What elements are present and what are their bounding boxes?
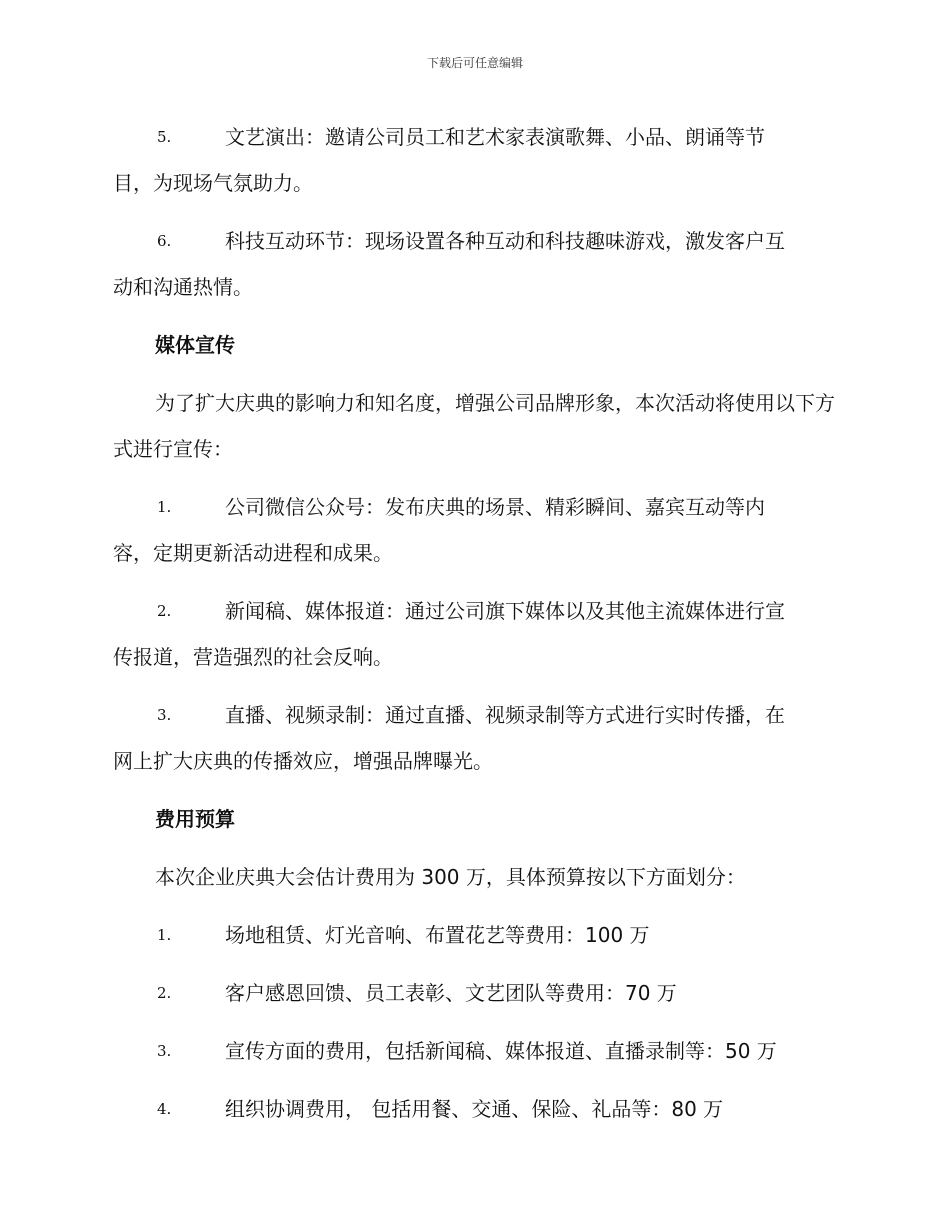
list-number: 3.: [157, 1042, 172, 1060]
list-number: 2.: [157, 984, 172, 1002]
list-number: 2.: [157, 602, 172, 620]
list-item: [113, 1028, 835, 1074]
list-item: [113, 218, 835, 310]
media-intro-paragraph: 为了扩大庆典的影响力和知名度，增强公司品牌形象，本次活动将使用以下方式进行宣传：: [113, 391, 835, 461]
list-number: 5.: [157, 128, 172, 146]
list-text: 客户感恩回馈、员工表彰、文艺团队等费用：70 万: [225, 981, 677, 1005]
list-text-line2: 容，定期更新活动进程和成果。: [113, 541, 393, 565]
list-text-line1: 直播、视频录制：通过直播、视频录制等方式进行实时传播，在: [225, 703, 785, 727]
list-text-line1: 公司微信公众号：发布庆典的场景、精彩瞬间、嘉宾互动等内: [225, 495, 765, 519]
list-text-line1: 新闻稿、媒体报道：通过公司旗下媒体以及其他主流媒体进行宣: [225, 599, 785, 623]
list-text-line1: 文艺演出：邀请公司员工和艺术家表演歌舞、小品、朗诵等节: [225, 125, 765, 149]
list-item: [113, 1086, 835, 1132]
list-text: 组织协调费用， 包括用餐、交通、保险、礼品等：80 万: [225, 1097, 724, 1121]
list-number: 3.: [157, 706, 172, 724]
list-item: [113, 484, 835, 576]
list-item: [113, 588, 835, 680]
page-header: 下载后可任意编辑: [426, 56, 523, 70]
list-number: 1.: [157, 926, 172, 944]
list-number: 6.: [157, 232, 172, 250]
document-body: [113, 114, 835, 1144]
list-number: 1.: [157, 498, 172, 516]
list-text-line2: 目，为现场气氛助力。: [113, 171, 313, 195]
list-item: [113, 692, 835, 784]
list-item: [113, 970, 835, 1016]
list-number: 4.: [157, 1100, 172, 1118]
budget-intro-paragraph: 本次企业庆典大会估计费用为 300 万，具体预算按以下方面划分：: [155, 865, 746, 889]
list-text-line2: 传报道，营造强烈的社会反响。: [113, 645, 393, 669]
list-text-line2: 网上扩大庆典的传播效应，增强品牌曝光。: [113, 749, 493, 773]
list-text: 场地租赁、灯光音响、布置花艺等费用：100 万: [225, 923, 650, 947]
section-heading-budget: 费用预算: [155, 807, 235, 831]
list-item: [113, 114, 835, 206]
list-item: [113, 912, 835, 958]
section-heading-media: 媒体宣传: [155, 333, 235, 357]
list-text-line2: 动和沟通热情。: [113, 275, 253, 299]
list-text: 宣传方面的费用，包括新闻稿、媒体报道、直播录制等：50 万: [225, 1039, 777, 1063]
list-text-line1: 科技互动环节：现场设置各种互动和科技趣味游戏，激发客户互: [225, 229, 785, 253]
